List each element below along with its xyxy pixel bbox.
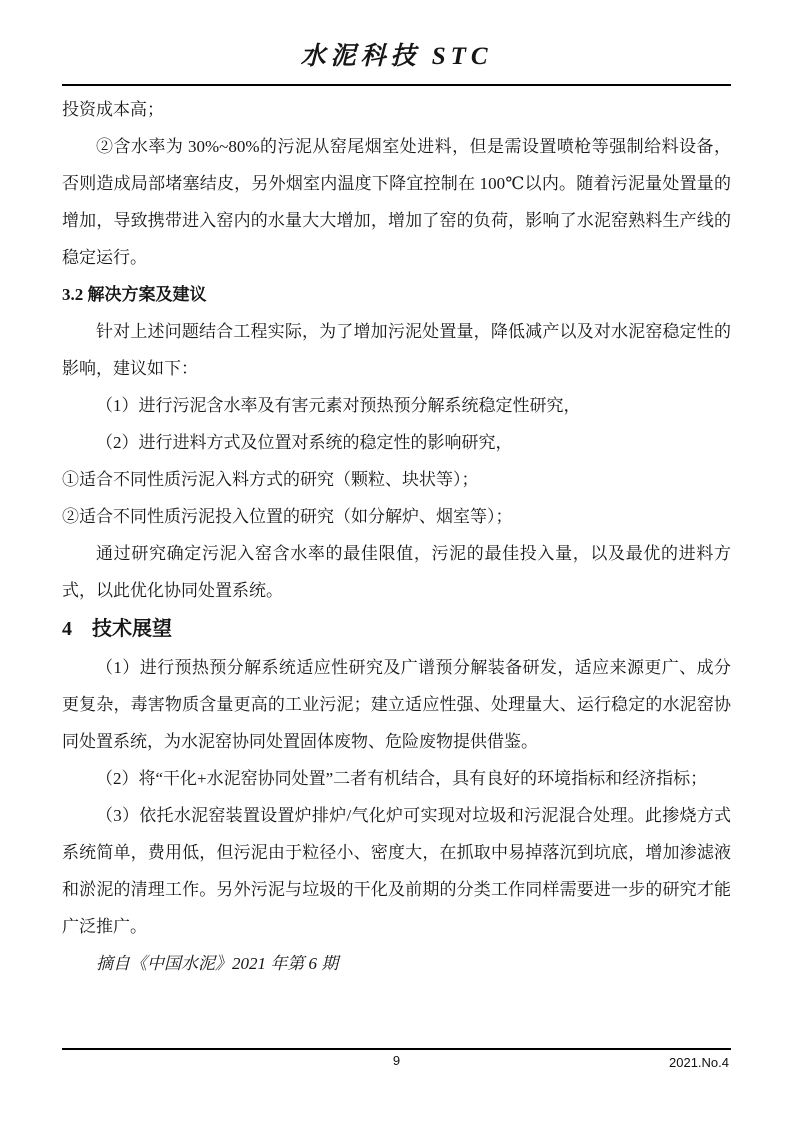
page-number: 9 [392, 1053, 401, 1068]
paragraph-item-1: （1）进行污泥含水率及有害元素对预热预分解系统稳定性研究， [96, 396, 581, 415]
paragraph-outlook-2: （2）将“干化+水泥窑协同处置”二者有机结合，具有良好的环境指标和经济指标； [96, 769, 708, 788]
paragraph-outlook-3: （3）依托水泥窑装置设置炉排炉/气化炉可实现对垃圾和污泥混合处理。此掺烧方式系统简单，费用低，但污泥由于粒径小、密度大，在抓取中易掉落沉到坑底，增加渗滤液和淤泥的清理工作。另外污泥与垃圾的干化及前期的分类工作同样需要进一步的研究才能广泛推广。 [62, 806, 731, 936]
journal-title: 水泥科技 STC [300, 43, 493, 70]
page-header [62, 0, 731, 86]
paragraph-outlook-1: （1）进行预热预分解系统适应性研究及广谱预分解装备研发，适应来源更广、成分更复杂，毒害物质含量更高的工业污泥；建立适应性强、处理量大、运行稳定的水泥窑协同处置系统，为水泥窑协同处置固体废物、危险废物提供借鉴。 [62, 658, 731, 751]
paragraph-subitem-2: ②适合不同性质污泥投入位置的研究（如分解炉、烟室等）； [62, 507, 513, 526]
paragraph-conclusion: 通过研究确定污泥入窑含水率的最佳限值，污泥的最佳投入量，以及最优的进料方式，以此优化协同处置系统。 [62, 544, 731, 600]
paragraph-subitem-1: ①适合不同性质污泥入料方式的研究（颗粒、块状等）； [62, 470, 479, 489]
paragraph-suggest-intro: 针对上述问题结合工程实际，为了增加污泥处置量，降低减产以及对水泥窑稳定性的影响，建议如下： [62, 322, 731, 378]
paragraph-item-2: （2）进行进料方式及位置对系统的稳定性的影响研究， [96, 433, 513, 452]
issue-number: 2021.No.4 [669, 1055, 729, 1070]
paragraph-carryover: 投资成本高； [62, 100, 164, 119]
page-footer [62, 1048, 731, 1068]
heading-tech-outlook: 4 技术展望 [62, 618, 172, 640]
page-body [62, 86, 731, 982]
paragraph-sludge-feed: ②含水率为 30%~80%的污泥从窑尾烟室处进料，但是需设置喷枪等强制给料设备，否则造成局部堵塞结皮，另外烟室内温度下降宜控制在 100℃以内。随着污泥量处置量的增加，导致携带进入窑内的水量大大增加，增加了窑的负荷，影响了水泥窑熟料生产线的稳定运行。 [62, 137, 731, 267]
source-citation: 摘自《中国水泥》2021 年第 6 期 [96, 954, 339, 973]
heading-solutions: 3.2 解决方案及建议 [62, 285, 207, 304]
